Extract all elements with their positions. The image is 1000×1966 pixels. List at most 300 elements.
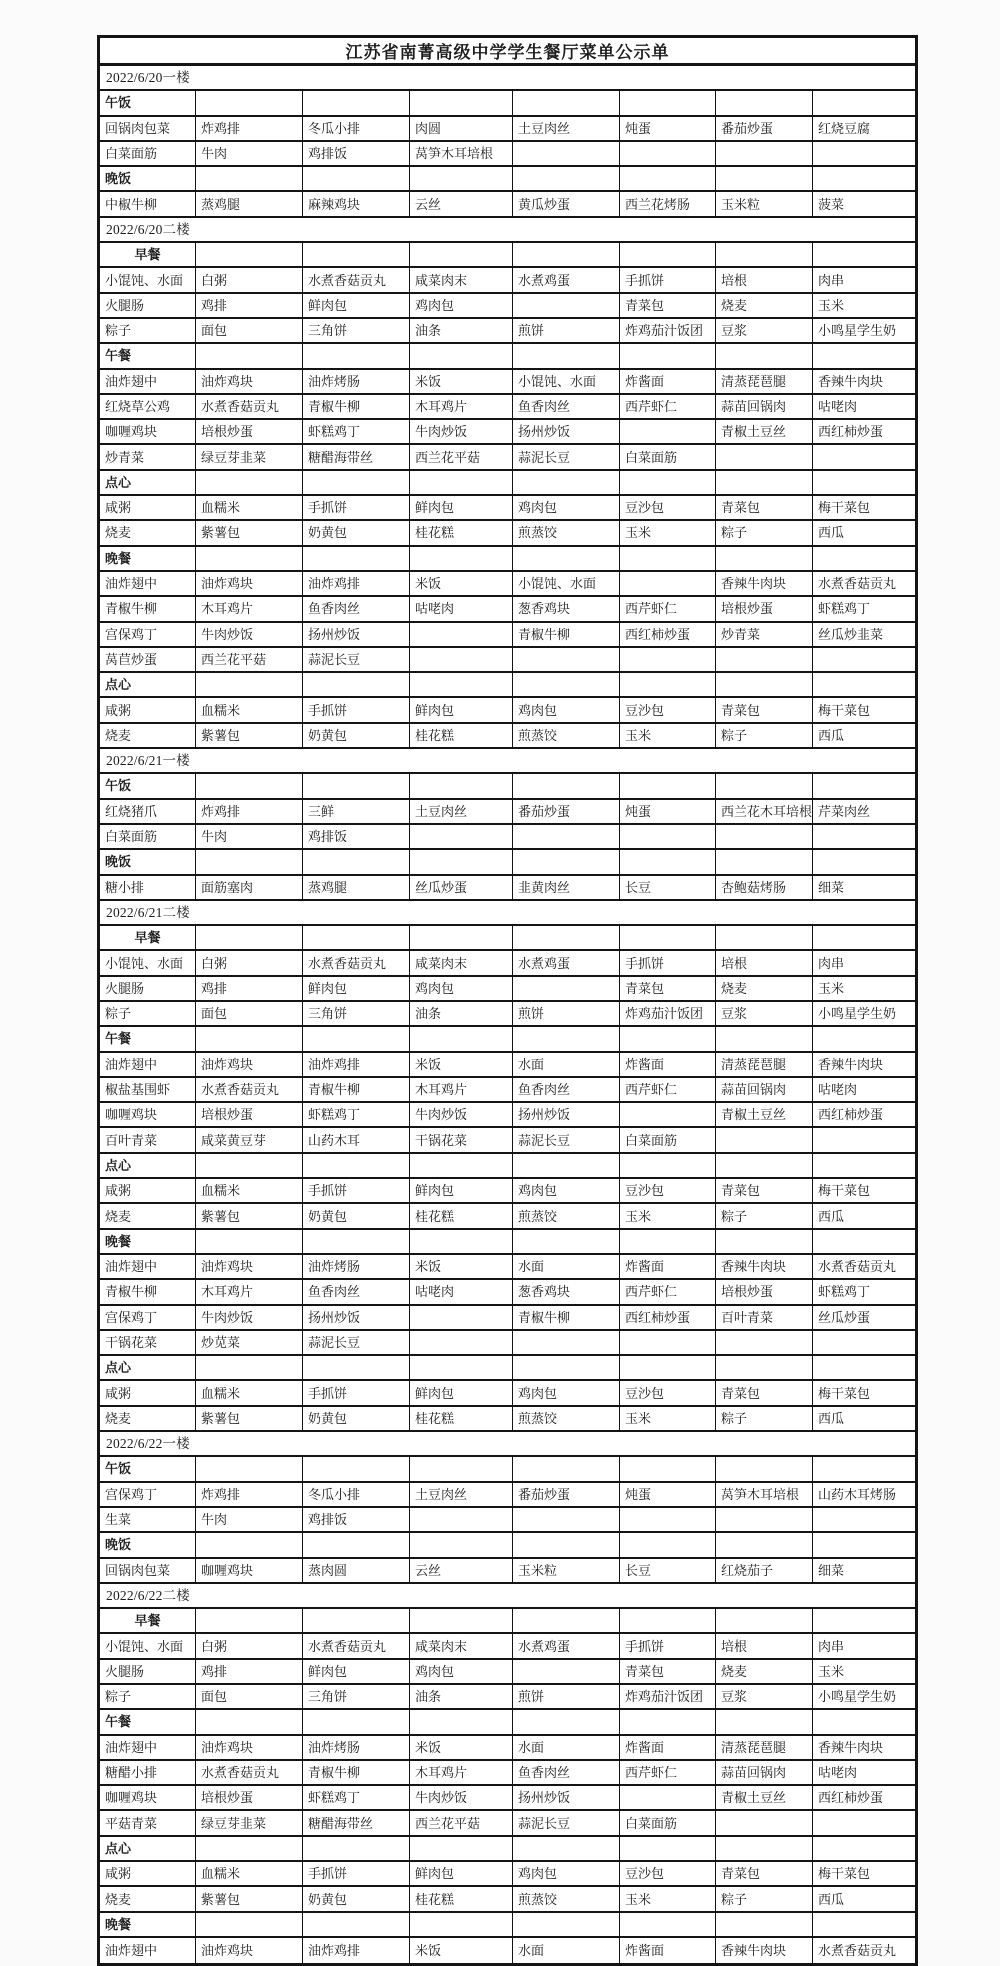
menu-cell: 牛肉 (196, 1508, 303, 1531)
menu-cell (813, 648, 915, 671)
menu-cell (303, 547, 410, 570)
menu-cell (620, 471, 716, 494)
menu-cell (813, 1027, 915, 1050)
menu-cell (716, 1356, 813, 1379)
menu-cell: 百叶青菜 (100, 1128, 196, 1151)
food-row (100, 1407, 915, 1432)
menu-cell (513, 471, 620, 494)
menu-cell: 莴苣炒蛋 (100, 648, 196, 671)
date-row (100, 1432, 915, 1457)
menu-cell: 烧麦 (100, 521, 196, 544)
menu-cell: 土豆肉丝 (410, 800, 513, 823)
menu-cell: 手抓饼 (303, 1862, 410, 1885)
menu-cell: 西瓜 (818, 1891, 845, 1907)
menu-cell: 手抓饼 (620, 951, 716, 974)
food-row (100, 420, 915, 445)
menu-cell: 炸酱面 (620, 370, 716, 393)
menu-cell (410, 1837, 513, 1860)
menu-cell: 菠菜 (818, 196, 845, 212)
menu-cell (813, 774, 915, 797)
menu-cell: 香辣牛肉块 (716, 572, 813, 595)
menu-cell (513, 825, 620, 848)
menu-cell: 宫保鸡丁 (100, 623, 196, 646)
meal-row (100, 774, 915, 799)
menu-cell: 蒜泥长豆 (303, 1331, 410, 1354)
menu-cell (716, 673, 813, 696)
date-label: 2022/6/22一楼 (106, 1435, 190, 1451)
menu-cell (813, 1913, 915, 1936)
menu-cell: 白粥 (196, 1634, 303, 1657)
menu-cell: 虾糕鸡丁 (303, 1786, 410, 1809)
menu-cell (620, 673, 716, 696)
menu-cell: 青菜包 (716, 698, 813, 721)
meal-row (100, 1710, 915, 1735)
menu-cell: 煎蒸饺 (513, 724, 620, 747)
menu-cell: 糖醋小排 (100, 1761, 196, 1784)
menu-cell (813, 1508, 915, 1531)
meal-section-label: 晚餐 (100, 1913, 196, 1936)
menu-cell: 鸡肉包 (410, 294, 513, 317)
menu-cell: 西红柿炒蛋 (620, 1306, 716, 1329)
menu-cell: 培根 (716, 268, 813, 291)
menu-cell: 土豆肉丝 (513, 117, 620, 140)
menu-cell: 咕咾肉 (818, 1082, 858, 1098)
menu-cell: 鸡肉包 (513, 1381, 620, 1404)
menu-cell (813, 1811, 915, 1834)
menu-cell: 小馄饨、水面 (100, 1634, 196, 1657)
meal-row (100, 850, 915, 875)
menu-cell: 煎蒸饺 (513, 521, 620, 544)
menu-cell: 糖醋海带丝 (303, 1811, 410, 1834)
menu-cell: 白菜面筋 (620, 1811, 716, 1834)
food-row (100, 1685, 915, 1710)
menu-cell: 云丝 (410, 1559, 513, 1582)
menu-cell: 手抓饼 (620, 1634, 716, 1657)
menu-cell: 桂花糕 (410, 521, 513, 544)
menu-cell (716, 926, 813, 949)
food-row (100, 1078, 915, 1103)
menu-cell: 米饭 (410, 1053, 513, 1076)
menu-cell (513, 926, 620, 949)
menu-cell: 鸡肉包 (410, 977, 513, 1000)
menu-cell (620, 1027, 716, 1050)
menu-cell (620, 1837, 716, 1860)
menu-cell: 咸粥 (100, 1862, 196, 1885)
menu-cell (620, 825, 716, 848)
food-row (100, 1811, 915, 1836)
menu-cell (813, 1457, 915, 1480)
menu-cell: 香辣牛肉块 (716, 1938, 813, 1963)
menu-cell (196, 344, 303, 367)
menu-cell: 蒜苗回锅肉 (716, 1078, 813, 1101)
menu-cell: 油条 (410, 1685, 513, 1708)
menu-cell: 油炸鸡块 (196, 572, 303, 595)
menu-cell (303, 1154, 410, 1177)
menu-cell (620, 420, 716, 443)
menu-cell (513, 1508, 620, 1531)
menu-cell (620, 648, 716, 671)
date-label: 2022/6/20一楼 (106, 69, 190, 85)
menu-cell: 咸粥 (100, 1381, 196, 1404)
menu-cell: 肉串 (818, 272, 845, 288)
menu-cell: 白菜面筋 (620, 1128, 716, 1151)
menu-cell: 梅干菜包 (818, 1183, 871, 1199)
menu-cell (620, 91, 716, 114)
meal-section-label: 晚餐 (100, 547, 196, 570)
menu-cell: 鱼香肉丝 (513, 395, 620, 418)
meal-row (100, 344, 915, 369)
meal-section-label: 午餐 (100, 1710, 196, 1733)
menu-cell (410, 648, 513, 671)
menu-cell: 豆浆 (716, 1002, 813, 1025)
menu-cell: 青菜包 (716, 496, 813, 519)
food-row (100, 268, 915, 293)
menu-cell (303, 1913, 410, 1936)
menu-cell (513, 1154, 620, 1177)
menu-cell: 蒸鸡腿 (303, 876, 410, 899)
menu-cell (513, 1533, 620, 1556)
menu-cell: 杏鲍菇烤肠 (716, 876, 813, 899)
menu-cell: 水面 (513, 1053, 620, 1076)
menu-cell: 玉米粒 (716, 192, 813, 215)
menu-cell: 扬州炒饭 (303, 623, 410, 646)
menu-cell: 烧麦 (716, 977, 813, 1000)
menu-cell (196, 1837, 303, 1860)
food-row (100, 395, 915, 420)
menu-cell (410, 1710, 513, 1733)
menu-cell (716, 774, 813, 797)
menu-cell: 咕咾肉 (410, 1280, 513, 1303)
menu-cell (813, 673, 915, 696)
menu-cell: 三鲜 (303, 800, 410, 823)
menu-cell: 鸡排饭 (303, 825, 410, 848)
menu-cell: 清蒸琵琶腿 (716, 370, 813, 393)
menu-cell: 鱼香肉丝 (303, 597, 410, 620)
menu-cell (513, 243, 620, 266)
menu-cell: 鸡排 (196, 977, 303, 1000)
menu-cell: 西瓜 (818, 1208, 845, 1224)
meal-row (100, 167, 915, 192)
menu-cell (410, 1609, 513, 1632)
food-row (100, 1938, 915, 1963)
menu-cell (813, 1331, 915, 1354)
menu-cell: 油炸鸡排 (303, 572, 410, 595)
menu-cell: 血糯米 (196, 1862, 303, 1885)
menu-cell: 炸酱面 (620, 1736, 716, 1759)
menu-cell: 手抓饼 (303, 1179, 410, 1202)
menu-cell (716, 648, 813, 671)
menu-cell: 梅干菜包 (818, 500, 871, 516)
menu-cell (410, 344, 513, 367)
menu-cell (196, 167, 303, 190)
menu-cell: 粽子 (100, 1685, 196, 1708)
menu-cell: 小馄饨、水面 (100, 951, 196, 974)
menu-cell: 扬州炒饭 (513, 1786, 620, 1809)
menu-cell: 糖醋海带丝 (303, 445, 410, 468)
menu-cell: 鲜肉包 (410, 1381, 513, 1404)
menu-cell: 油炸鸡块 (196, 1736, 303, 1759)
meal-section-label: 晚饭 (100, 167, 196, 190)
menu-cell (410, 1913, 513, 1936)
menu-cell: 细菜 (818, 879, 845, 895)
menu-cell: 玉米 (818, 1663, 845, 1679)
menu-cell: 油炸翅中 (100, 1053, 196, 1076)
food-row (100, 1255, 915, 1280)
meal-row (100, 471, 915, 496)
menu-cell: 红烧猪爪 (100, 800, 196, 823)
menu-cell: 米饭 (410, 1736, 513, 1759)
menu-cell: 西红柿炒蛋 (818, 1790, 884, 1806)
menu-cell (620, 1230, 716, 1253)
menu-cell: 丝瓜炒韭菜 (818, 626, 884, 642)
menu-cell: 玉米 (620, 1407, 716, 1430)
menu-cell: 油炸烤肠 (303, 1736, 410, 1759)
meal-section-label: 午饭 (100, 1457, 196, 1480)
menu-cell: 炸鸡排 (196, 800, 303, 823)
meal-section-label: 晚餐 (100, 1230, 196, 1253)
menu-cell: 煎蒸饺 (513, 1204, 620, 1227)
menu-cell: 鱼香肉丝 (513, 1078, 620, 1101)
food-row (100, 1862, 915, 1887)
menu-cell (716, 1230, 813, 1253)
food-row (100, 521, 915, 546)
menu-cell: 小鸣星学生奶 (818, 323, 897, 339)
menu-cell: 豆沙包 (620, 698, 716, 721)
menu-cell (196, 1710, 303, 1733)
menu-cell (410, 673, 513, 696)
menu-cell (303, 1533, 410, 1556)
menu-cell: 奶黄包 (303, 1407, 410, 1430)
menu-cell: 西瓜 (818, 727, 845, 743)
menu-cell: 炖蛋 (620, 800, 716, 823)
menu-cell: 清蒸琵琶腿 (716, 1053, 813, 1076)
menu-cell (813, 471, 915, 494)
menu-cell: 小鸣星学生奶 (818, 1006, 897, 1022)
menu-cell (513, 673, 620, 696)
menu-cell (620, 850, 716, 873)
menu-cell: 油炸鸡块 (196, 370, 303, 393)
menu-cell: 手抓饼 (620, 268, 716, 291)
food-row (100, 117, 915, 142)
menu-cell (410, 547, 513, 570)
menu-cell: 咖喱鸡块 (100, 1786, 196, 1809)
menu-cell: 蒜泥长豆 (513, 445, 620, 468)
menu-cell (716, 1508, 813, 1531)
menu-cell: 水煮鸡蛋 (513, 1634, 620, 1657)
meal-row (100, 1356, 915, 1381)
menu-cell (410, 850, 513, 873)
menu-cell: 水煮鸡蛋 (513, 268, 620, 291)
menu-cell: 西兰花平菇 (410, 445, 513, 468)
meal-row (100, 673, 915, 698)
menu-cell (716, 91, 813, 114)
menu-cell: 水面 (513, 1255, 620, 1278)
menu-cell (196, 547, 303, 570)
menu-cell (716, 1533, 813, 1556)
menu-cell: 蒸鸡腿 (196, 192, 303, 215)
menu-cell (513, 850, 620, 873)
meal-row (100, 1533, 915, 1558)
menu-cell (513, 977, 620, 1000)
menu-cell: 牛肉炒饭 (410, 1786, 513, 1809)
menu-cell: 黄瓜炒蛋 (513, 192, 620, 215)
menu-cell: 扬州炒饭 (513, 420, 620, 443)
menu-cell: 水煮香菇贡丸 (196, 395, 303, 418)
menu-cell (196, 1027, 303, 1050)
food-row (100, 1204, 915, 1229)
menu-cell: 鸡排 (196, 294, 303, 317)
menu-cell (303, 471, 410, 494)
menu-cell: 梅干菜包 (818, 702, 871, 718)
menu-cell: 蒜泥长豆 (513, 1128, 620, 1151)
menu-cell: 三角饼 (303, 319, 410, 342)
menu-cell: 咸菜肉末 (410, 1634, 513, 1657)
menu-cell (196, 471, 303, 494)
menu-cell: 紫薯包 (196, 724, 303, 747)
menu-cell (303, 774, 410, 797)
menu-cell: 莴笋木耳培根 (410, 142, 513, 165)
menu-cell (513, 1660, 620, 1683)
menu-cell: 煎饼 (513, 319, 620, 342)
menu-cell: 鸡肉包 (513, 496, 620, 519)
menu-cell: 虾糕鸡丁 (303, 1103, 410, 1126)
menu-cell: 紫薯包 (196, 1887, 303, 1910)
menu-cell: 蒜泥长豆 (303, 648, 410, 671)
food-row (100, 1103, 915, 1128)
menu-cell: 清蒸琵琶腿 (716, 1736, 813, 1759)
menu-cell (620, 1103, 716, 1126)
menu-cell: 咸菜黄豆芽 (196, 1128, 303, 1151)
menu-cell: 水煮香菇贡丸 (818, 1259, 897, 1275)
menu-cell: 牛肉 (196, 142, 303, 165)
menu-cell (716, 1457, 813, 1480)
menu-cell (513, 1837, 620, 1860)
food-row (100, 951, 915, 976)
menu-cell: 木耳鸡片 (196, 1280, 303, 1303)
menu-cell (620, 1331, 716, 1354)
menu-cell (716, 1609, 813, 1632)
menu-cell: 回锅肉包菜 (100, 117, 196, 140)
menu-cell: 虾糕鸡丁 (303, 420, 410, 443)
food-row (100, 445, 915, 470)
food-row (100, 1280, 915, 1305)
food-row (100, 142, 915, 167)
menu-cell: 奶黄包 (303, 1204, 410, 1227)
menu-cell: 烧麦 (100, 724, 196, 747)
meal-row (100, 1154, 915, 1179)
menu-cell: 番茄炒蛋 (716, 117, 813, 140)
menu-cell: 烧麦 (716, 294, 813, 317)
menu-cell: 煎蒸饺 (513, 1887, 620, 1910)
menu-cell: 西红柿炒蛋 (818, 1107, 884, 1123)
menu-cell: 椒盐基围虾 (100, 1078, 196, 1101)
menu-cell: 扬州炒饭 (513, 1103, 620, 1126)
food-row (100, 1660, 915, 1685)
menu-cell (196, 91, 303, 114)
menu-cell (813, 1356, 915, 1379)
menu-cell: 鲜肉包 (303, 1660, 410, 1683)
menu-cell (303, 344, 410, 367)
menu-cell (716, 344, 813, 367)
menu-cell: 炸鸡排 (196, 1483, 303, 1506)
menu-cell (196, 673, 303, 696)
meal-row (100, 926, 915, 951)
food-row (100, 1634, 915, 1659)
menu-cell (513, 1609, 620, 1632)
menu-cell: 咸粥 (100, 1179, 196, 1202)
food-row (100, 825, 915, 850)
menu-cell: 炖蛋 (620, 117, 716, 140)
menu-cell: 油条 (410, 319, 513, 342)
food-row (100, 1559, 915, 1584)
menu-cell (303, 167, 410, 190)
menu-cell: 奶黄包 (303, 521, 410, 544)
menu-cell (410, 471, 513, 494)
menu-cell: 烧麦 (716, 1660, 813, 1683)
menu-cell (513, 344, 620, 367)
menu-cell (196, 850, 303, 873)
menu-cell: 香辣牛肉块 (818, 1739, 884, 1755)
menu-cell (410, 1306, 513, 1329)
menu-cell: 炸鸡排 (196, 117, 303, 140)
menu-cell (620, 167, 716, 190)
menu-cell: 鸡排饭 (303, 1508, 410, 1531)
menu-cell: 豆浆 (716, 319, 813, 342)
menu-cell: 香辣牛肉块 (818, 1056, 884, 1072)
menu-cell: 蒜泥长豆 (513, 1811, 620, 1834)
menu-cell: 西芹虾仁 (620, 1280, 716, 1303)
menu-cell: 油炸翅中 (100, 370, 196, 393)
menu-cell (716, 167, 813, 190)
menu-cell: 牛肉炒饭 (410, 1103, 513, 1126)
menu-cell: 煎饼 (513, 1002, 620, 1025)
menu-cell: 牛肉炒饭 (196, 623, 303, 646)
menu-cell (513, 91, 620, 114)
menu-cell: 粽子 (716, 521, 813, 544)
menu-cell: 水煮香菇贡丸 (818, 576, 897, 592)
menu-cell (620, 572, 716, 595)
date-row (100, 66, 915, 91)
menu-cell (303, 243, 410, 266)
food-row (100, 698, 915, 723)
menu-cell (196, 1533, 303, 1556)
menu-cell: 百叶青菜 (716, 1306, 813, 1329)
menu-cell: 玉米 (620, 724, 716, 747)
menu-cell (620, 1913, 716, 1936)
menu-cell (620, 243, 716, 266)
meal-section-label: 早餐 (100, 243, 196, 266)
menu-cell (196, 1457, 303, 1480)
menu-cell: 玉米 (818, 980, 845, 996)
menu-cell: 西兰花烤肠 (620, 192, 716, 215)
food-row (100, 1179, 915, 1204)
menu-cell: 米饭 (410, 370, 513, 393)
menu-cell: 小馄饨、水面 (100, 268, 196, 291)
menu-cell: 蒸肉圆 (303, 1559, 410, 1582)
menu-cell: 绿豆芽韭菜 (196, 445, 303, 468)
menu-cell: 西瓜 (818, 1410, 845, 1426)
menu-cell (813, 167, 915, 190)
menu-cell: 油炸翅中 (100, 1938, 196, 1963)
menu-cell (716, 1027, 813, 1050)
menu-cell: 山药木耳 (303, 1128, 410, 1151)
menu-cell (813, 91, 915, 114)
menu-cell: 咸菜肉末 (410, 951, 513, 974)
menu-cell: 番茄炒蛋 (513, 800, 620, 823)
date-row (100, 218, 915, 243)
meal-row (100, 1230, 915, 1255)
menu-cell: 豆浆 (716, 1685, 813, 1708)
